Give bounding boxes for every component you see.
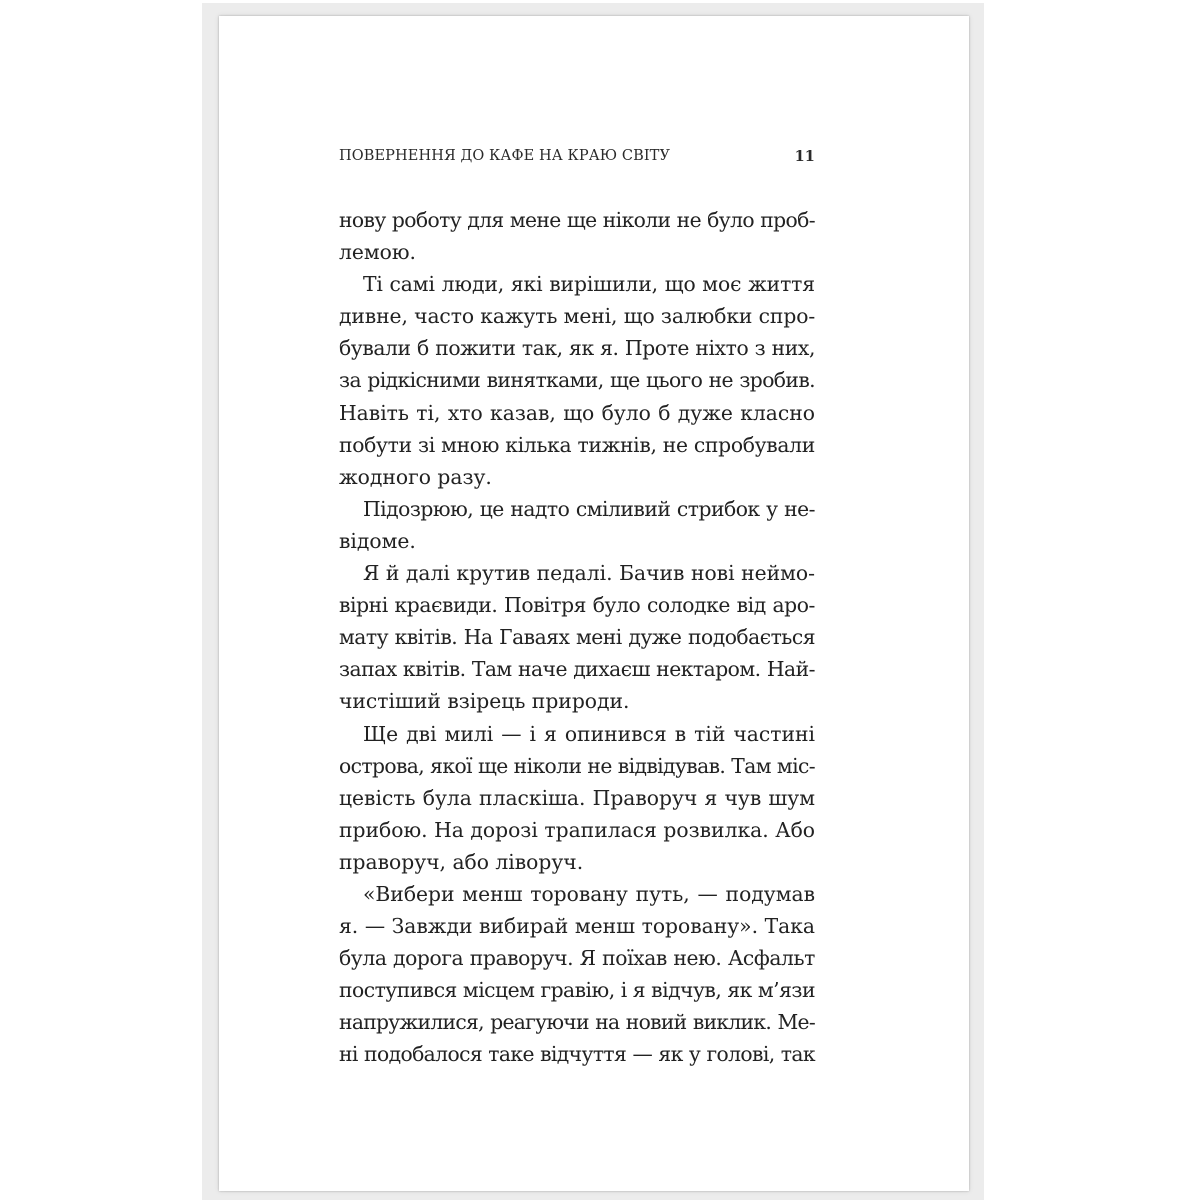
paragraph-first-line: «Вибери менш торовану путь, — подумав: [363, 881, 815, 906]
text-line: за рідкісними винятками, ще цього не зробив.: [339, 368, 815, 393]
paragraph-first-line: Ті самі люди, які вирішили, що моє життя: [363, 272, 815, 297]
text-line: прибою. На дорозі трапилася розвилка. Або: [339, 817, 815, 842]
text-line: мату квітів. На Гаваях мені дуже подобається: [339, 625, 815, 650]
page-number: 11: [794, 148, 815, 165]
running-head: [339, 148, 815, 170]
text-line: бували б пожити так, як я. Проте ніхто з них,: [339, 336, 815, 361]
paragraph-first-line: Я й далі крутив педалі. Бачив нові неймо-: [363, 561, 815, 586]
text-line: ні подобалося таке відчуття — як у голові, так: [339, 1042, 815, 1067]
text-line: лемою.: [339, 240, 416, 265]
text-line: запах квітів. Там наче дихаєш нектаром. Най-: [339, 657, 815, 682]
text-line: чистіший взірець природи.: [339, 689, 630, 714]
text-line: цевість була пласкіша. Праворуч я чув шум: [339, 785, 815, 810]
body-text: [339, 204, 815, 1071]
text-line: праворуч, або ліворуч.: [339, 849, 584, 874]
text-line: вірні краєвиди. Повітря було солодке від аро-: [339, 593, 815, 618]
text-line: Навіть ті, хто казав, що було б дуже класно: [339, 400, 815, 425]
text-line: поступився місцем гравію, і я відчув, як м’язи: [339, 978, 815, 1003]
running-head-title: ПОВЕРНЕННЯ ДО КАФЕ НА КРАЮ СВІТУ: [339, 148, 671, 164]
text-line: я. — Завжди вибирай менш торовану». Така: [339, 914, 815, 939]
text-line: дивне, часто кажуть мені, що залюбки спро-: [339, 304, 816, 329]
paragraph-first-line: Ще дві милі — і я опинився в тій частині: [363, 721, 815, 746]
text-line: жодного разу.: [339, 464, 492, 489]
text-line: відоме.: [339, 528, 416, 553]
text-line: острова, якої ще ніколи не відвідував. Там міс-: [339, 753, 815, 778]
paragraph-first-line: Підозрюю, це надто сміливий стрибок у не-: [363, 496, 815, 521]
text-line: побути зі мною кілька тижнів, не спробували: [339, 432, 815, 457]
text-line: напружилися, реагуючи на новий виклик. Ме-: [339, 1010, 815, 1035]
text-line: нову роботу для мене ще ніколи не було проб-: [339, 208, 815, 232]
text-line: була дорога праворуч. Я поїхав нею. Асфальт: [339, 946, 815, 971]
